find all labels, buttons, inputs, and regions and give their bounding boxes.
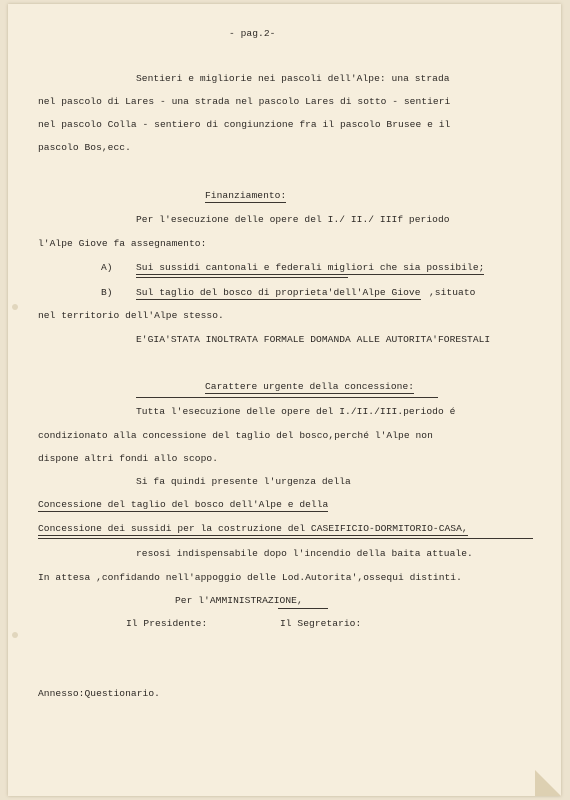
administration-signoff: Per l'AMMINISTRAZIONE, bbox=[175, 595, 303, 606]
intro-line-4: pascolo Bos,ecc. bbox=[38, 142, 131, 153]
financing-line-2: l'Alpe Giove fa assegnamento: bbox=[38, 238, 207, 249]
item-a-text: Sui sussidi cantonali e federali migliori che sia possibile; bbox=[136, 262, 485, 273]
underline-rule bbox=[136, 397, 438, 398]
urgency-line-5: resosi indispensabile dopo l'incendio della baita attuale. bbox=[136, 548, 473, 559]
financing-line-1: Per l'esecuzione delle opere del I./ II./ IIIf periodo bbox=[136, 214, 450, 225]
punch-hole bbox=[12, 632, 18, 638]
urgency-heading: Carattere urgente della concessione: bbox=[205, 381, 415, 392]
intro-line-3: nel pascolo Colla - sentiero di congiunzione fra il pascolo Brusee e il bbox=[38, 119, 451, 130]
intro-line-2: nel pascolo di Lares - una strada nel pascolo Lares di sotto - sentieri bbox=[38, 96, 451, 107]
president-label: Il Presidente: bbox=[126, 618, 208, 629]
punch-hole bbox=[12, 304, 18, 310]
item-a-marker: A) bbox=[101, 262, 113, 273]
item-b-tail: ,situato bbox=[429, 287, 476, 298]
item-b-text: Sul taglio del bosco di proprieta'dell'Alpe Giove bbox=[136, 287, 421, 298]
folded-corner bbox=[535, 770, 561, 796]
concession-line-1: Concessione del taglio del bosco dell'Alpe e della bbox=[38, 499, 329, 510]
secretary-label: Il Segretario: bbox=[280, 618, 362, 629]
document-page bbox=[8, 4, 561, 796]
underline-rule bbox=[136, 277, 348, 278]
item-b-marker: B) bbox=[101, 287, 113, 298]
urgency-line-3: dispone altri fondi allo scopo. bbox=[38, 453, 219, 464]
underline-rule bbox=[278, 608, 328, 609]
item-b-continuation: nel territorio dell'Alpe stesso. bbox=[38, 310, 224, 321]
closing-line: In attesa ,confidando nell'appoggio delle Lod.Autorita',ossequi distinti. bbox=[38, 572, 462, 583]
urgency-line-1: Tutta l'esecuzione delle opere del I./II./III.periodo é bbox=[136, 406, 456, 417]
forestry-notice: E'GIA'STATA INOLTRATA FORMALE DOMANDA ALLE AUTORITA'FORESTALI bbox=[136, 334, 491, 345]
concession-line-2: Concessione dei sussidi per la costruzione del CASEIFICIO-DORMITORIO-CASA, bbox=[38, 523, 468, 534]
attachment-note: Annesso:Questionario. bbox=[38, 688, 160, 699]
urgency-line-2: condizionato alla concessione del taglio del bosco,perché l'Alpe non bbox=[38, 430, 433, 441]
urgency-line-4: Si fa quindi presente l'urgenza della bbox=[136, 476, 351, 487]
underline-rule bbox=[38, 538, 533, 539]
intro-line-1: Sentieri e migliorie nei pascoli dell'Alpe: una strada bbox=[136, 73, 450, 84]
financing-heading: Finanziamento: bbox=[205, 190, 287, 201]
page-number: - pag.2- bbox=[229, 28, 276, 39]
